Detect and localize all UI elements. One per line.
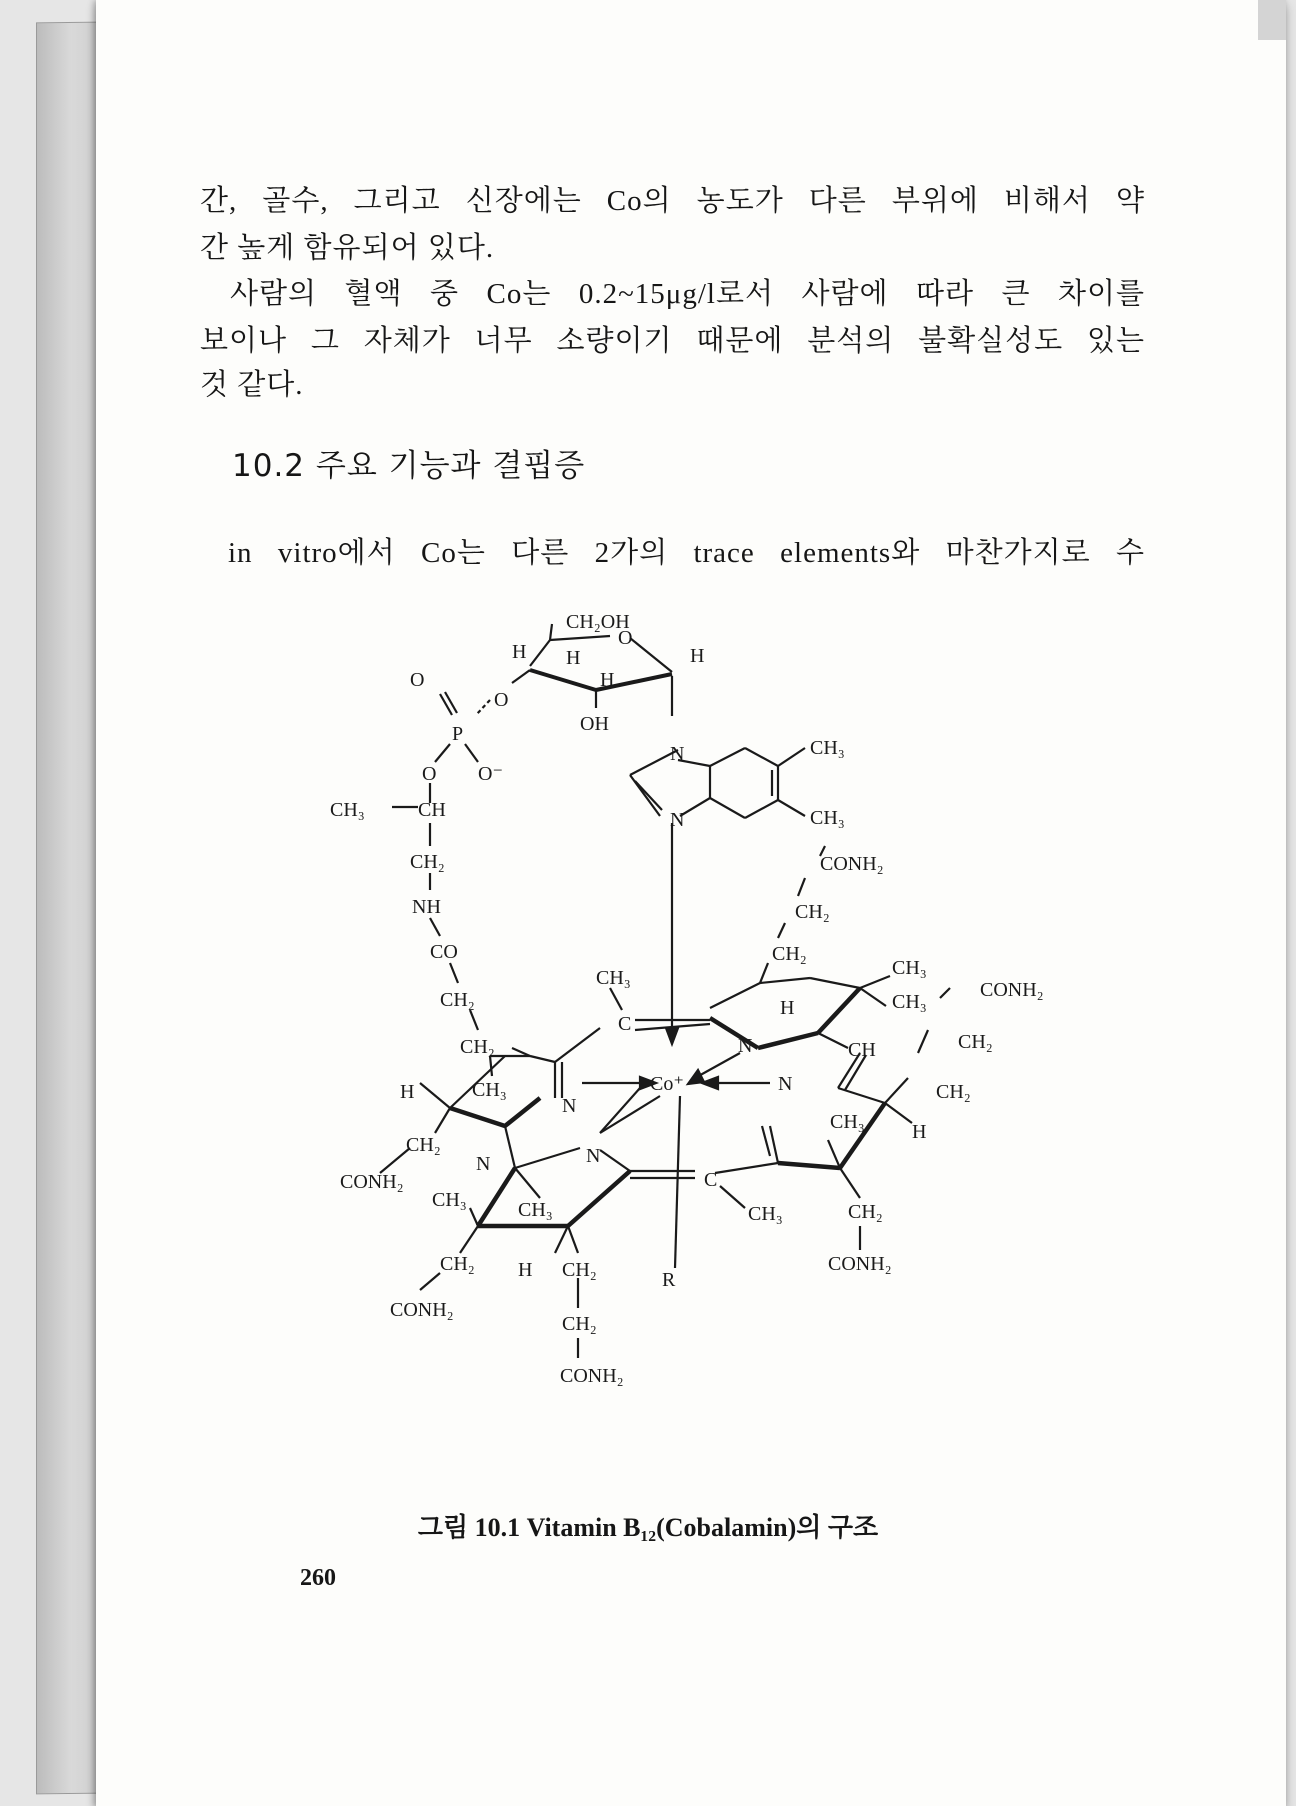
structure-labels: [330, 611, 1044, 1387]
atom-label: O: [422, 763, 437, 785]
atom-label: O: [494, 689, 509, 711]
atom-label: H: [780, 997, 795, 1019]
atom-label: N: [670, 743, 685, 765]
atom-label: H: [400, 1081, 415, 1103]
structure-diagram: [300, 578, 1180, 1498]
atom-label: CH₂: [848, 1201, 883, 1223]
atom-label: CH₂: [562, 1259, 597, 1281]
atom-label: CH₂: [460, 1036, 495, 1058]
atom-label: CH₂: [440, 989, 475, 1011]
atom-label: H: [512, 641, 527, 663]
body-line: in vitro에서 Co는 다른 2가의 trace elements와 마찬가지로 수: [228, 537, 1145, 569]
atom-label: N: [476, 1153, 491, 1175]
atom-label: O: [618, 627, 633, 649]
atom-label: CH₂OH: [566, 611, 630, 633]
atom-label: CH₃: [432, 1189, 467, 1211]
atom-label: N: [586, 1145, 601, 1167]
atom-label: CH₃: [472, 1079, 507, 1101]
atom-label: CH₂: [562, 1313, 597, 1335]
atom-label: CH₃: [892, 957, 927, 979]
atom-label: CH₂: [958, 1031, 993, 1053]
atom-label: CONH₂: [340, 1171, 404, 1193]
atom-label: N: [778, 1073, 793, 1095]
atom-label: CO: [430, 941, 458, 963]
atom-label: CH₂: [772, 943, 807, 965]
atom-label: H: [566, 647, 581, 669]
atom-label: CH₃: [748, 1203, 783, 1225]
body-line: 것 같다.: [200, 369, 304, 401]
atom-label: NH: [412, 896, 441, 918]
atom-label: OH: [580, 713, 609, 735]
body-line: 보이나 그 자체가 너무 소량이기 때문에 분석의 불확실성도 있는: [200, 325, 1145, 357]
cobalamin-structure-figure: [300, 578, 1180, 1498]
atom-label: CH₂: [410, 851, 445, 873]
cobalt-center: Co⁺: [650, 1073, 684, 1095]
atom-label: CONH₂: [560, 1365, 624, 1387]
section-heading: 10.2 주요 기능과 결핍증: [232, 448, 586, 484]
atom-label: CONH₂: [390, 1299, 454, 1321]
atom-label: CH: [848, 1039, 876, 1061]
body-line: 사람의 혈액 중 Co는 0.2~15μg/l로서 사람에 따라 큰 차이를: [230, 278, 1145, 310]
atom-label: H: [912, 1121, 927, 1143]
atom-label: O: [410, 669, 425, 691]
atom-label: CH₃: [830, 1111, 865, 1133]
atom-label: N: [738, 1035, 753, 1057]
body-line: 간, 골수, 그리고 신장에는 Co의 농도가 다른 부위에 비해서 약: [200, 185, 1145, 217]
atom-label: H: [690, 645, 705, 667]
atom-label: H: [518, 1259, 533, 1281]
atom-label: CH₃: [892, 991, 927, 1013]
atom-label: R: [662, 1269, 676, 1291]
atom-label: N: [670, 809, 685, 831]
atom-label: CH₂: [936, 1081, 971, 1103]
atom-label: CONH₂: [980, 979, 1044, 1001]
atom-label: CH₂: [406, 1134, 441, 1156]
atom-label: P: [452, 723, 464, 745]
atom-label: C: [618, 1013, 632, 1035]
atom-label: CONH₂: [828, 1253, 892, 1275]
atom-label: CH₂: [795, 901, 830, 923]
body-line: 간 높게 함유되어 있다.: [200, 232, 495, 264]
atom-label: N: [562, 1095, 577, 1117]
atom-label: CH₃: [596, 967, 631, 989]
figure-caption: 그림 10.1 Vitamin B₁₂(Cobalamin)의 구조: [417, 1513, 879, 1542]
atom-label: C: [704, 1169, 718, 1191]
atom-label: CH₃: [518, 1199, 553, 1221]
atom-label: CH₃: [810, 807, 845, 829]
atom-label: CH: [418, 799, 446, 821]
atom-label: H: [600, 669, 615, 691]
atom-label: CONH₂: [820, 853, 884, 875]
atom-label: CH₃: [330, 799, 365, 821]
page-corner-shadow: [1258, 0, 1286, 40]
atom-label: O⁻: [478, 763, 503, 785]
atom-label: CH₃: [810, 737, 845, 759]
page-number: 260: [300, 1565, 336, 1591]
atom-label: CH₂: [440, 1253, 475, 1275]
